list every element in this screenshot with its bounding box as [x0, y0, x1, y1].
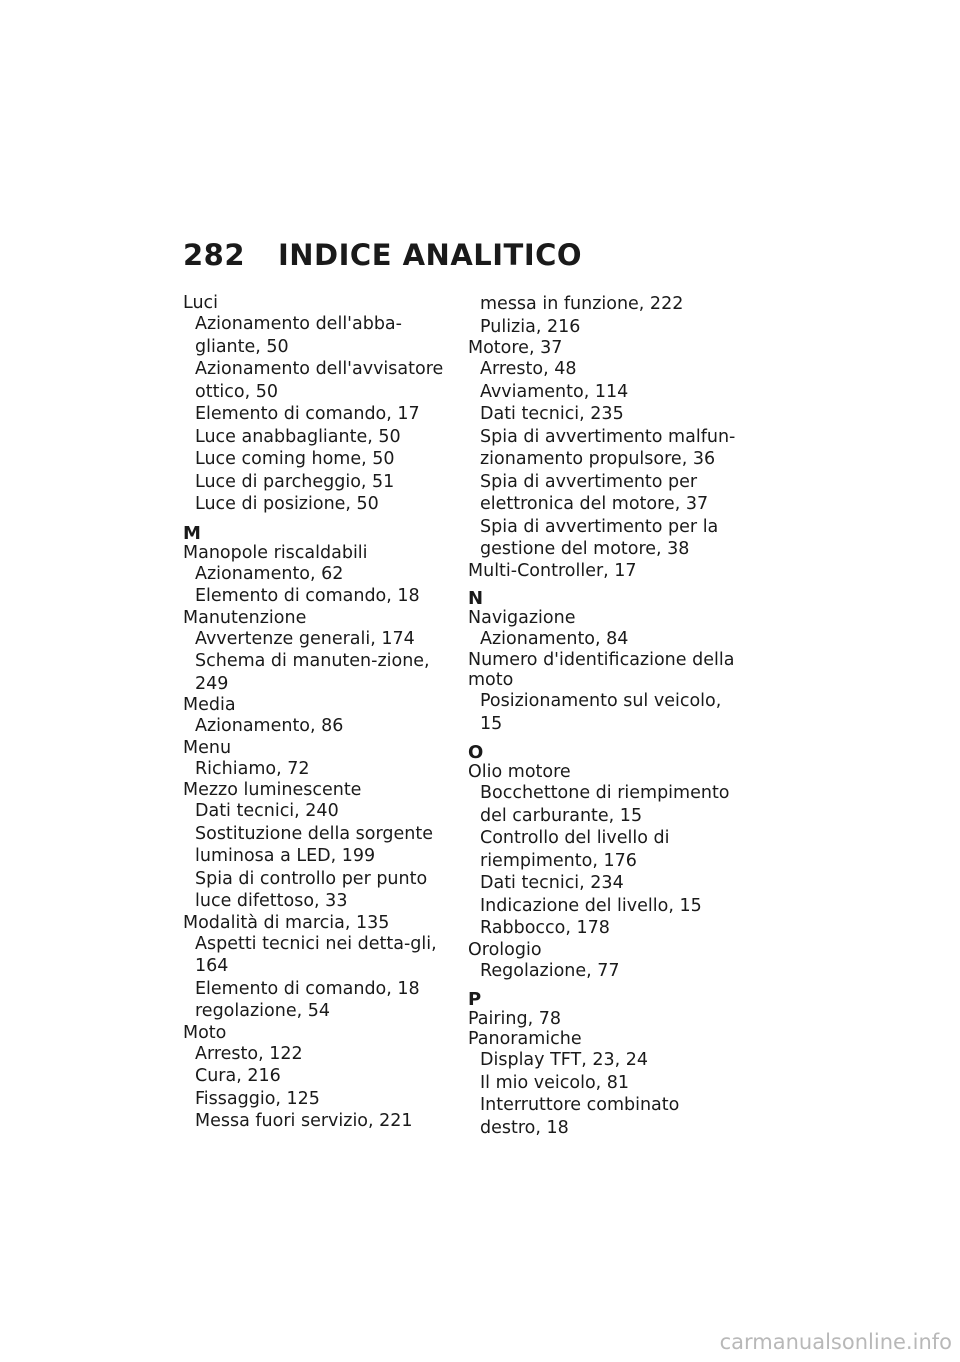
- index-entry: Motore, 37: [468, 338, 563, 358]
- index-entry: Pairing, 78: [468, 1009, 562, 1029]
- index-subentry: Il mio veicolo, 81: [480, 1072, 630, 1093]
- index-subentry: Avviamento, 114: [480, 381, 629, 402]
- index-subentry: Luce coming home, 50: [195, 449, 395, 469]
- index-subentry: Controllo del livello di riempimento, 176: [480, 828, 670, 871]
- index-subentry: messa in funzione, 222: [480, 294, 684, 314]
- index-entry: Panoramiche: [468, 1029, 582, 1049]
- index-subentry: Arresto, 48: [480, 359, 577, 379]
- index-subentry: Messa fuori servizio, 221: [195, 1111, 413, 1131]
- index-subentry: Azionamento dell'abba-gliante, 50: [195, 314, 402, 357]
- index-subentry: Spia di controllo per punto luce difettoso, 33: [195, 868, 428, 911]
- watermark: carmanualsonline.info: [719, 1330, 952, 1354]
- index-subentry: Posizionamento sul veicolo, 15: [480, 691, 722, 734]
- index-subentry: Azionamento, 62: [195, 563, 344, 584]
- index-subentry: Spia di avvertimento per la gestione del motore, 38: [480, 516, 719, 559]
- index-subentry: regolazione, 54: [195, 1001, 330, 1021]
- index-entry: Media: [183, 695, 236, 715]
- index-entry: Olio motore: [468, 762, 571, 782]
- index-subentry: Schema di manuten-zione, 249: [195, 651, 430, 694]
- index-letter: N: [468, 587, 484, 609]
- index-subentry: Dati tecnici, 235: [480, 404, 624, 424]
- page-header: [183, 238, 582, 272]
- index-entry: Luci: [183, 293, 219, 313]
- index-entry: Manutenzione: [183, 607, 307, 628]
- index-subentry: Pulizia, 216: [480, 316, 581, 337]
- index-subentry: Azionamento, 86: [195, 716, 344, 736]
- page-number: 282: [183, 238, 246, 272]
- index-entry: Numero d'identificazione della moto: [468, 650, 735, 690]
- page-title: INDICE ANALITICO: [278, 238, 583, 272]
- index-subentry: Elemento di comando, 17: [195, 404, 420, 424]
- index-subentry: Indicazione del livello, 15: [480, 895, 702, 916]
- index-subentry: Aspetti tecnici nei detta-gli, 164: [195, 933, 437, 976]
- index-entry: Modalità di marcia, 135: [183, 912, 390, 933]
- index-subentry: Display TFT, 23, 24: [480, 1050, 648, 1070]
- index-subentry: Azionamento dell'avvisatore ottico, 50: [195, 359, 444, 402]
- index-subentry: Bocchettone di riempimento del carburante, 15: [480, 783, 730, 826]
- index-subentry: Luce di parcheggio, 51: [195, 471, 395, 492]
- index-subentry: Sostituzione della sorgente luminosa a LED, 199: [195, 823, 433, 866]
- index-entry: Moto: [183, 1022, 227, 1043]
- index-entry: Orologio: [468, 939, 542, 960]
- index-subentry: Interruttore combinato destro, 18: [480, 1095, 680, 1138]
- index-subentry: Elemento di comando, 18: [195, 978, 420, 999]
- index-letter: M: [183, 522, 201, 544]
- index-entry: Mezzo luminescente: [183, 780, 362, 800]
- index-entry: Multi-Controller, 17: [468, 560, 637, 581]
- index-column-left: [183, 293, 445, 1133]
- index-letter: O: [468, 742, 484, 763]
- index-subentry: Cura, 216: [195, 1066, 281, 1086]
- index-subentry: Avvertenze generali, 174: [195, 628, 415, 649]
- index-subentry: Regolazione, 77: [480, 960, 620, 981]
- index-subentry: Spia di avvertimento per elettronica del motore, 37: [480, 471, 709, 514]
- index-entry: Menu: [183, 737, 232, 758]
- index-subentry: Luce anabbagliante, 50: [195, 426, 401, 447]
- index-subentry: Elemento di comando, 18: [195, 586, 420, 606]
- index-subentry: Azionamento, 84: [480, 628, 629, 649]
- index-subentry: Spia di avvertimento malfun-zionamento propulsore, 36: [480, 426, 736, 469]
- index-letter: P: [468, 989, 482, 1010]
- index-subentry: Dati tecnici, 234: [480, 873, 624, 893]
- index-subentry: Luce di posizione, 50: [195, 494, 379, 514]
- index-subentry: Arresto, 122: [195, 1043, 303, 1064]
- index-subentry: Richiamo, 72: [195, 758, 310, 779]
- index-entry: Navigazione: [468, 607, 576, 628]
- index-entry: Manopole riscaldabili: [183, 542, 368, 563]
- index-subentry: Rabbocco, 178: [480, 918, 610, 938]
- index-subentry: Dati tecnici, 240: [195, 801, 339, 821]
- index-column-right: [468, 293, 743, 1139]
- index-subentry: Fissaggio, 125: [195, 1088, 320, 1109]
